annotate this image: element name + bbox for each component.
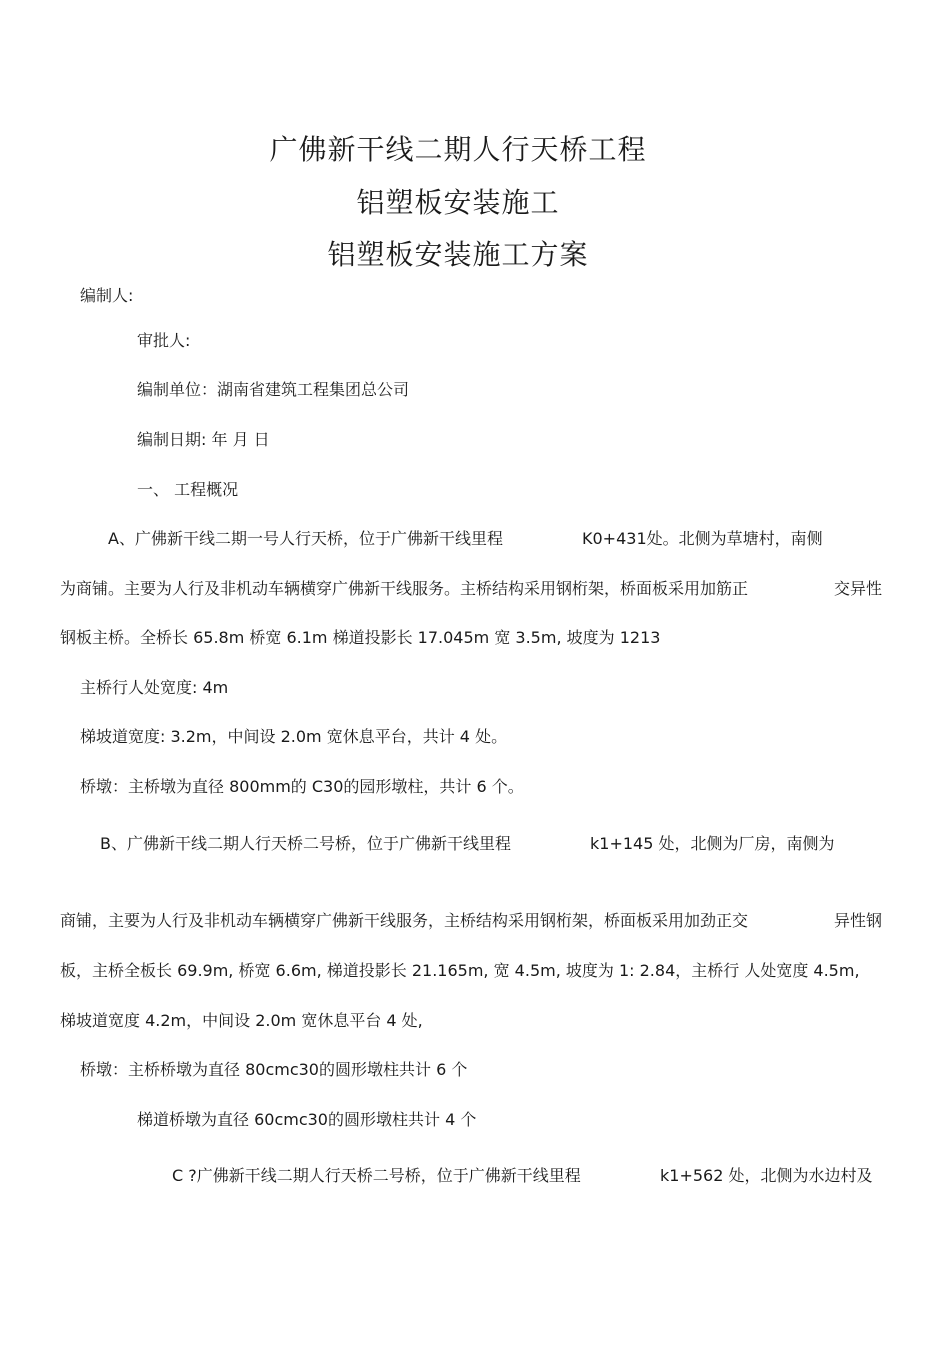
bridge-b-pier: 桥墩：主桥桥墩为直径 80cmc30的圆形墩柱共计 6 个	[80, 1060, 468, 1079]
plan-title: 铝塑板安装施工方案	[327, 238, 589, 271]
bridge-b-ramp-pier: 梯道桥墩为直径 60cmc30的圆形墩柱共计 4 个	[137, 1110, 477, 1129]
subtitle: 铝塑板安装施工	[356, 186, 560, 219]
author-field: 编制人:	[80, 286, 134, 305]
bridge-b-line1-start: B、广佛新干线二期人行天桥二号桥，位于广佛新干线里程	[100, 834, 511, 853]
bridge-b-line3: 板，主桥全板长 69.9m, 桥宽 6.6m, 梯道投影长 21.165m, 宽 4.5m, 坡度为 1: 2.84，主桥行 人处宽度 4.5m,	[60, 961, 860, 980]
bridge-a-width: 主桥行人处宽度: 4m	[80, 678, 229, 697]
bridge-b-line2-end: 异性钢	[834, 911, 883, 930]
approver-field: 审批人:	[137, 331, 191, 350]
project-title: 广佛新干线二期人行天桥工程	[269, 133, 647, 166]
bridge-a-line3: 钢板主桥。全桥长 65.8m 桥宽 6.1m 梯道投影长 17.045m 宽 3.5m, 坡度为 1213	[60, 628, 661, 647]
section-heading: 一、 工程概况	[137, 480, 239, 499]
bridge-a-line1-start: A、广佛新干线二期一号人行天桥，位于广佛新干线里程	[108, 529, 503, 548]
bridge-a-line2-end: 交异性	[834, 579, 883, 598]
bridge-b-line2-start: 商铺，主要为人行及非机动车辆横穿广佛新干线服务，主桥结构采用钢桁架，桥面板采用加劲正交	[60, 911, 749, 930]
bridge-b-line1-end: k1+145 处，北侧为厂房，南侧为	[590, 834, 835, 853]
bridge-a-line2-start: 为商铺。主要为人行及非机动车辆横穿广佛新干线服务。主桥结构采用钢桁架，桥面板采用加筋正	[60, 579, 749, 598]
bridge-c-line1-end: k1+562 处，北侧为水边村及	[660, 1166, 873, 1185]
bridge-a-line1-end: K0+431处。北侧为草塘村，南侧	[582, 529, 823, 548]
bridge-b-line4: 梯坡道宽度 4.2m，中间设 2.0m 宽休息平台 4 处,	[60, 1011, 423, 1030]
unit-field: 编制单位：湖南省建筑工程集团总公司	[137, 380, 410, 399]
bridge-a-ramp: 梯坡道宽度: 3.2m，中间设 2.0m 宽休息平台，共计 4 处。	[80, 727, 508, 746]
bridge-c-line1-start: C ?广佛新干线二期人行天桥二号桥，位于广佛新干线里程	[172, 1166, 581, 1185]
date-field: 编制日期: 年 月 日	[137, 430, 270, 449]
bridge-a-pier: 桥墩：主桥墩为直径 800mm的 C30的园形墩柱，共计 6 个。	[80, 777, 524, 796]
